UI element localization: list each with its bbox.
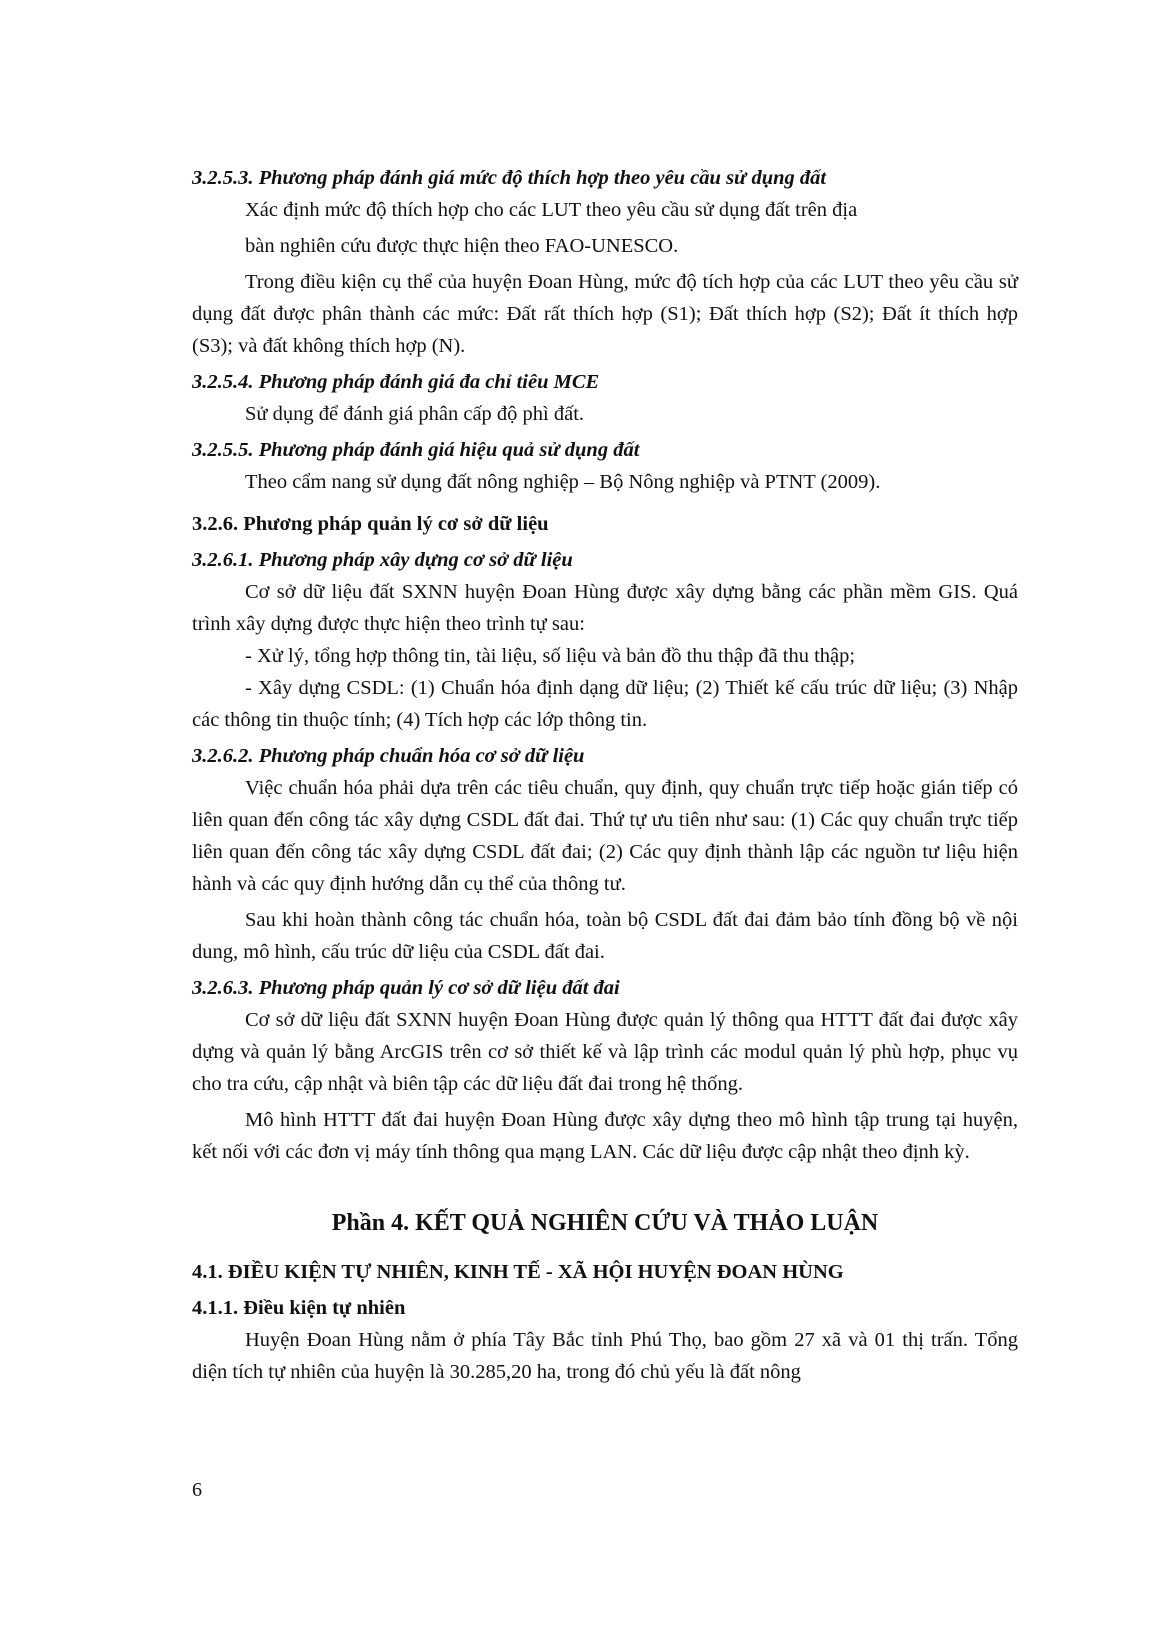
section-heading-3-2-5-4: 3.2.5.4. Phương pháp đánh giá đa chỉ tiêu MCE [192, 371, 600, 393]
paragraph: Sử dụng để đánh giá phân cấp độ phì đất. [245, 403, 585, 425]
section-heading-3-2-6-1: 3.2.6.1. Phương pháp xây dựng cơ sở dữ liệu [192, 549, 573, 571]
section-heading-3-2-5-3: 3.2.5.3. Phương pháp đánh giá mức độ thích hợp theo yêu cầu sử dụng đất [192, 167, 827, 189]
section-heading-3-2-5-5: 3.2.5.5. Phương pháp đánh giá hiệu quả sử dụng đất [192, 439, 640, 461]
section-heading-3-2-6: 3.2.6. Phương pháp quản lý cơ sở dữ liệu [192, 513, 549, 535]
section-heading-4-1-1: 4.1.1. Điều kiện tự nhiên [192, 1297, 406, 1319]
paragraph-line: bàn nghiên cứu được thực hiện theo FAO-UNESCO. [245, 235, 679, 257]
paragraph: Việc chuẩn hóa phải dựa trên các tiêu chuẩn, quy định, quy chuẩn trực tiếp hoặc gián tiếp có liên quan đến công tác xây dựng CSDL đất đai. Thứ tự ưu tiên như sau: (1) Các quy chuẩn trực tiếp liên quan đến công tác xây dựng CSDL đất đai; (2) Các quy định thành lập các nguồn tư liệu hiện hành và các quy định hướng dẫn cụ thể của thông tư. [192, 777, 1018, 895]
section-heading-3-2-6-3: 3.2.6.3. Phương pháp quản lý cơ sở dữ liệu đất đai [192, 977, 620, 999]
paragraph: Theo cẩm nang sử dụng đất nông nghiệp – Bộ Nông nghiệp và PTNT (2009). [245, 471, 881, 493]
paragraph-line: Xác định mức độ thích hợp cho các LUT theo yêu cầu sử dụng đất trên địa [245, 199, 858, 221]
page-number: 6 [192, 1479, 202, 1501]
paragraph: Trong điều kiện cụ thể của huyện Đoan Hùng, mức độ tích hợp của các LUT theo yêu cầu sử dụng đất được phân thành các mức: Đất rất thích hợp (S1); Đất thích hợp (S2); Đất ít thích hợp (S3); và đất không thích hợp (N). [192, 271, 1018, 357]
chapter-title: Phần 4. KẾT QUẢ NGHIÊN CỨU VÀ THẢO LUẬN [331, 1210, 879, 1236]
paragraph: Cơ sở dữ liệu đất SXNN huyện Đoan Hùng được quản lý thông qua HTTT đất đai được xây dựng và quản lý bằng ArcGIS trên cơ sở thiết kế và lập trình các modul quản lý phù hợp, phục vụ cho tra cứu, cập nhật và biên tập các dữ liệu đất đai trong hệ thống. [192, 1009, 1018, 1095]
paragraph: Mô hình HTTT đất đai huyện Đoan Hùng được xây dựng theo mô hình tập trung tại huyện, kết nối với các đơn vị máy tính thông qua mạng LAN. Các dữ liệu được cập nhật theo định kỳ. [192, 1109, 1018, 1163]
paragraph: Huyện Đoan Hùng nằm ở phía Tây Bắc tỉnh Phú Thọ, bao gồm 27 xã và 01 thị trấn. Tổng diện tích tự nhiên của huyện là 30.285,20 ha, trong đó chủ yếu là đất nông [192, 1329, 1018, 1383]
paragraph: Cơ sở dữ liệu đất SXNN huyện Đoan Hùng được xây dựng bằng các phần mềm GIS. Quá trình xây dựng được thực hiện theo trình tự sau: [192, 581, 1018, 635]
section-heading-3-2-6-2: 3.2.6.2. Phương pháp chuẩn hóa cơ sở dữ liệu [192, 745, 585, 767]
page-content [192, 160, 1018, 1388]
list-item: - Xây dựng CSDL: (1) Chuẩn hóa định dạng dữ liệu; (2) Thiết kế cấu trúc dữ liệu; (3) Nhập các thông tin thuộc tính; (4) Tích hợp các lớp thông tin. [192, 677, 1018, 731]
paragraph: Sau khi hoàn thành công tác chuẩn hóa, toàn bộ CSDL đất đai đảm bảo tính đồng bộ về nội dung, mô hình, cấu trúc dữ liệu của CSDL đất đai. [192, 909, 1018, 963]
list-item: - Xử lý, tổng hợp thông tin, tài liệu, số liệu và bản đồ thu thập đã thu thập; [245, 645, 856, 667]
section-heading-4-1: 4.1. ĐIỀU KIỆN TỰ NHIÊN, KINH TẾ - XÃ HỘI HUYỆN ĐOAN HÙNG [192, 1261, 844, 1283]
